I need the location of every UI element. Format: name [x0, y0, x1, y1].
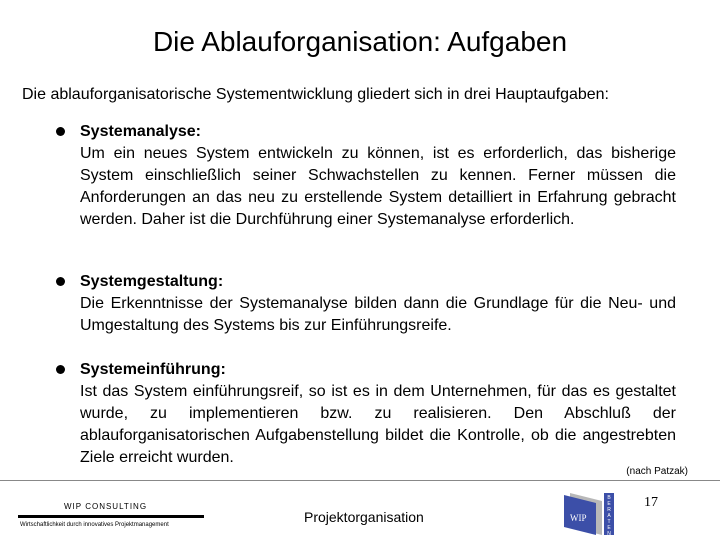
slide-title: Die Ablauforganisation: Aufgaben — [152, 26, 568, 57]
logo-side-letter: N — [607, 531, 611, 537]
section-systemeinfuehrung — [56, 359, 676, 469]
bullet-icon — [56, 127, 65, 136]
logo-text: WIP — [570, 513, 587, 523]
footer-title: Projektorganisation — [304, 509, 424, 525]
company-tagline: Wirtschaftlichkeit durch innovatives Projektmanagement — [20, 522, 169, 528]
footer-divider — [0, 480, 720, 481]
bullet-icon — [56, 277, 65, 286]
logo-side-letter: E — [607, 501, 611, 507]
section-systemanalyse — [56, 121, 676, 231]
section-body: Ist das System einführungsreif, so ist es in dem Unternehmen, für das es gestaltet wurde, zu implementieren bzw. zu realisieren. Den Abschluß der ablauforganisatorischen Aufgabenstellung bildet die Kontrolle, ob die angestrebten Ziele erreicht wurden. — [80, 383, 676, 466]
logo-side-letter: R — [607, 507, 611, 513]
intro-text: Die ablauforganisatorische Systementwicklung gliedert sich in drei Hauptaufgaben: — [22, 86, 609, 103]
logo-side-letter: E — [607, 525, 611, 531]
section-systemgestaltung — [56, 271, 676, 337]
source-credit: (nach Patzak) — [626, 466, 688, 477]
section-heading: Systemgestaltung: — [80, 273, 224, 290]
company-name: WIP CONSULTING — [64, 502, 148, 511]
section-heading: Systemeinführung: — [80, 361, 226, 378]
logo-side-letter: B — [607, 495, 611, 501]
logo-side-letter: T — [607, 519, 611, 525]
company-underline — [18, 515, 204, 518]
section-body: Die Erkenntnisse der Systemanalyse bilden dann die Grundlage für die Neu- und Umgestaltung des Systems bis zur Einführungsreife. — [80, 295, 676, 334]
page-number: 17 — [644, 495, 658, 510]
section-body: Um ein neues System entwickeln zu können, ist es erforderlich, das bisherige System einschließlich seiner Schwachstellen zu kennen. Ferner müssen die Anforderungen an das neu zu erstellende System detailliert in Erfahrung gebracht werden. Daher ist die Durchführung einer Systemanalyse erforderlich. — [80, 145, 676, 228]
logo-side-letter: A — [607, 513, 611, 519]
bullet-icon — [56, 365, 65, 374]
section-heading: Systemanalyse: — [80, 123, 201, 140]
